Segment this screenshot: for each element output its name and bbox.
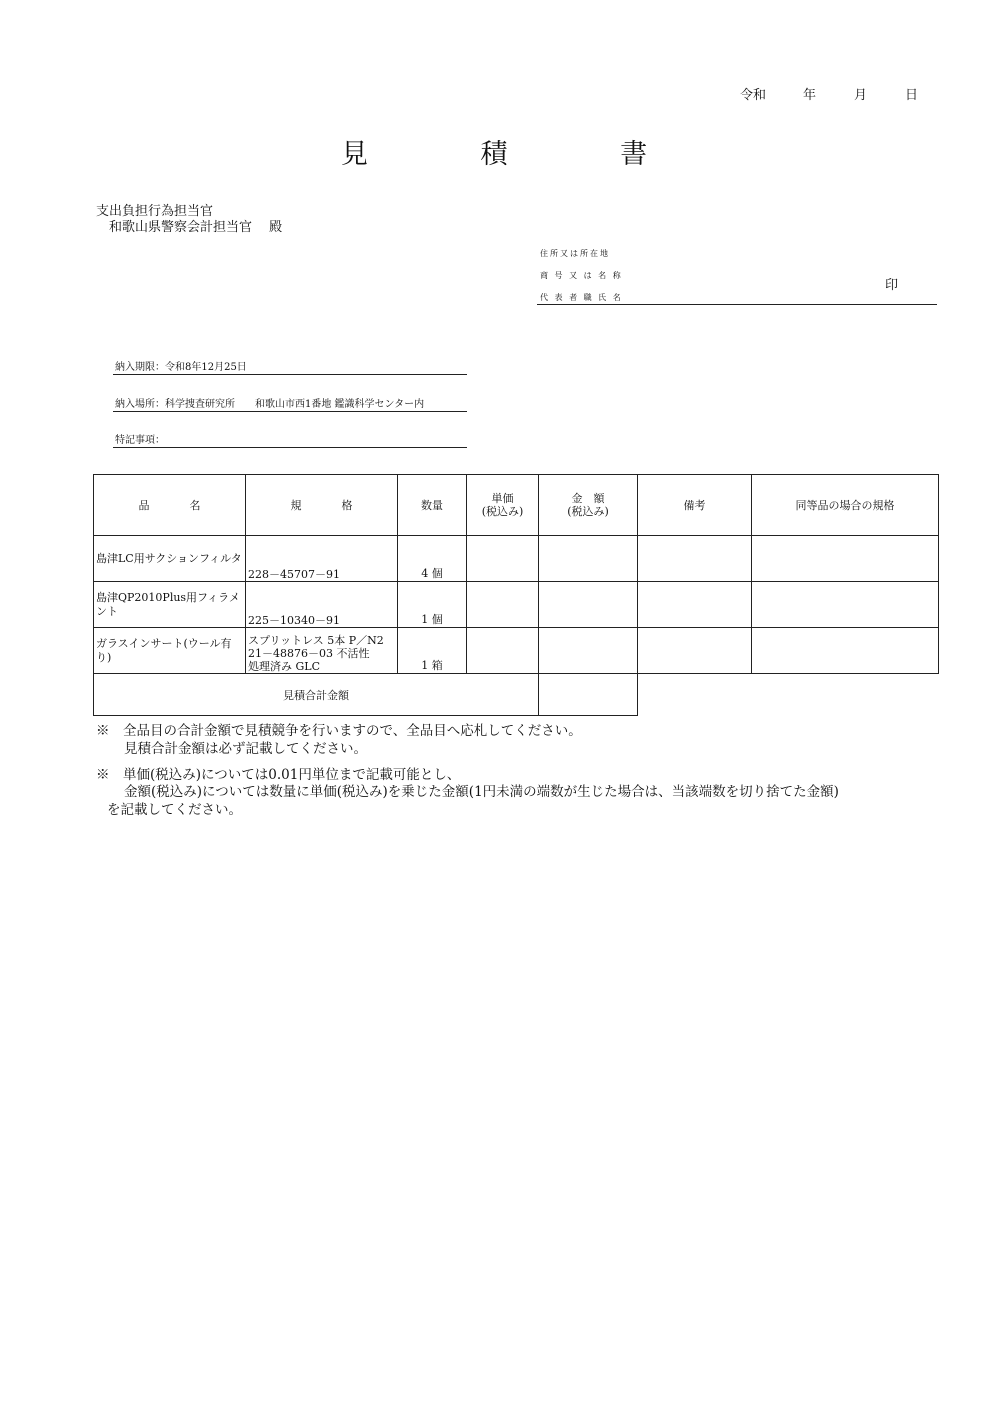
item-amount[interactable] (539, 628, 638, 674)
note2-line1: ※ 単価(税込み)については0.01円単位まで記載可能とし、 (96, 767, 461, 783)
blank-area (638, 674, 939, 716)
table-row (94, 628, 939, 674)
header-amount: 金 額 (税込み) (539, 475, 638, 536)
note2-line3: を記載してください。 (107, 802, 242, 818)
vendor-signature-line (537, 304, 937, 305)
vendor-representative-label: 代 表 者 職 氏 名 (540, 293, 623, 302)
item-equivalent-spec[interactable] (752, 536, 939, 582)
total-amount[interactable] (539, 674, 638, 716)
item-name: 島津QP2010Plus用フィラメント (94, 582, 246, 628)
item-equivalent-spec[interactable] (752, 582, 939, 628)
addressee-line2: 和歌山県警察会計担当官 殿 (109, 220, 283, 235)
delivery-deadline: 納入期限：令和8年12月25日 (113, 358, 467, 375)
note2-line2: 金額(税込み)については数量に単価(税込み)を乗じた金額(1円未満の端数が生じた場合は、当該端数を切り捨てた金額) (124, 784, 839, 800)
item-name: ガラスインサート(ウール有り) (94, 628, 246, 674)
vendor-company-label: 商 号 又 は 名 称 (540, 271, 623, 280)
item-spec: スプリットレス 5本 P／N2 21－48876－03 不活性 処理済み GLC (246, 628, 398, 674)
header-notes: 備考 (638, 475, 752, 536)
item-spec: 225－10340－91 (246, 582, 398, 628)
item-equivalent-spec[interactable] (752, 628, 939, 674)
date-day: 日 (905, 88, 919, 103)
note1-line1: ※ 全品目の合計金額で見積競争を行いますので、全品目へ応札してください。 (96, 723, 582, 739)
item-unit-price[interactable] (467, 582, 539, 628)
date-era: 令和 (740, 88, 767, 103)
item-unit-price[interactable] (467, 536, 539, 582)
table-row (94, 582, 939, 628)
item-notes[interactable] (638, 582, 752, 628)
header-equivalent-spec: 同等品の場合の規格 (752, 475, 939, 536)
header-spec: 規格 (246, 475, 398, 536)
item-notes[interactable] (638, 536, 752, 582)
addressee-line1: 支出負担行為担当官 (96, 204, 214, 219)
item-qty: 1 個 (398, 582, 467, 628)
quotation-table (93, 474, 939, 716)
item-spec: 228－45707－91 (246, 536, 398, 582)
header-unit-price: 単価 (税込み) (467, 475, 539, 536)
item-notes[interactable] (638, 628, 752, 674)
total-row (94, 674, 939, 716)
delivery-place: 納入場所：科学捜査研究所 和歌山市西1番地 鑑識科学センター内 (113, 395, 467, 412)
special-remarks: 特記事項： (113, 431, 467, 448)
item-amount[interactable] (539, 582, 638, 628)
total-label: 見積合計金額 (94, 674, 539, 716)
document-title: 見 積 書 (340, 139, 700, 170)
item-qty: 4 個 (398, 536, 467, 582)
header-item-name: 品名 (94, 475, 246, 536)
seal-mark: 印 (885, 278, 899, 293)
item-name: 島津LC用サクションフィルタ (94, 536, 246, 582)
date-month: 月 (854, 88, 868, 103)
item-unit-price[interactable] (467, 628, 539, 674)
table-header-row (94, 475, 939, 536)
date-year: 年 (803, 88, 817, 103)
vendor-address-label: 住所又は所在地 (540, 249, 610, 258)
header-qty: 数量 (398, 475, 467, 536)
item-amount[interactable] (539, 536, 638, 582)
table-row (94, 536, 939, 582)
item-qty: 1 箱 (398, 628, 467, 674)
note1-line2: 見積合計金額は必ず記載してください。 (124, 741, 367, 757)
